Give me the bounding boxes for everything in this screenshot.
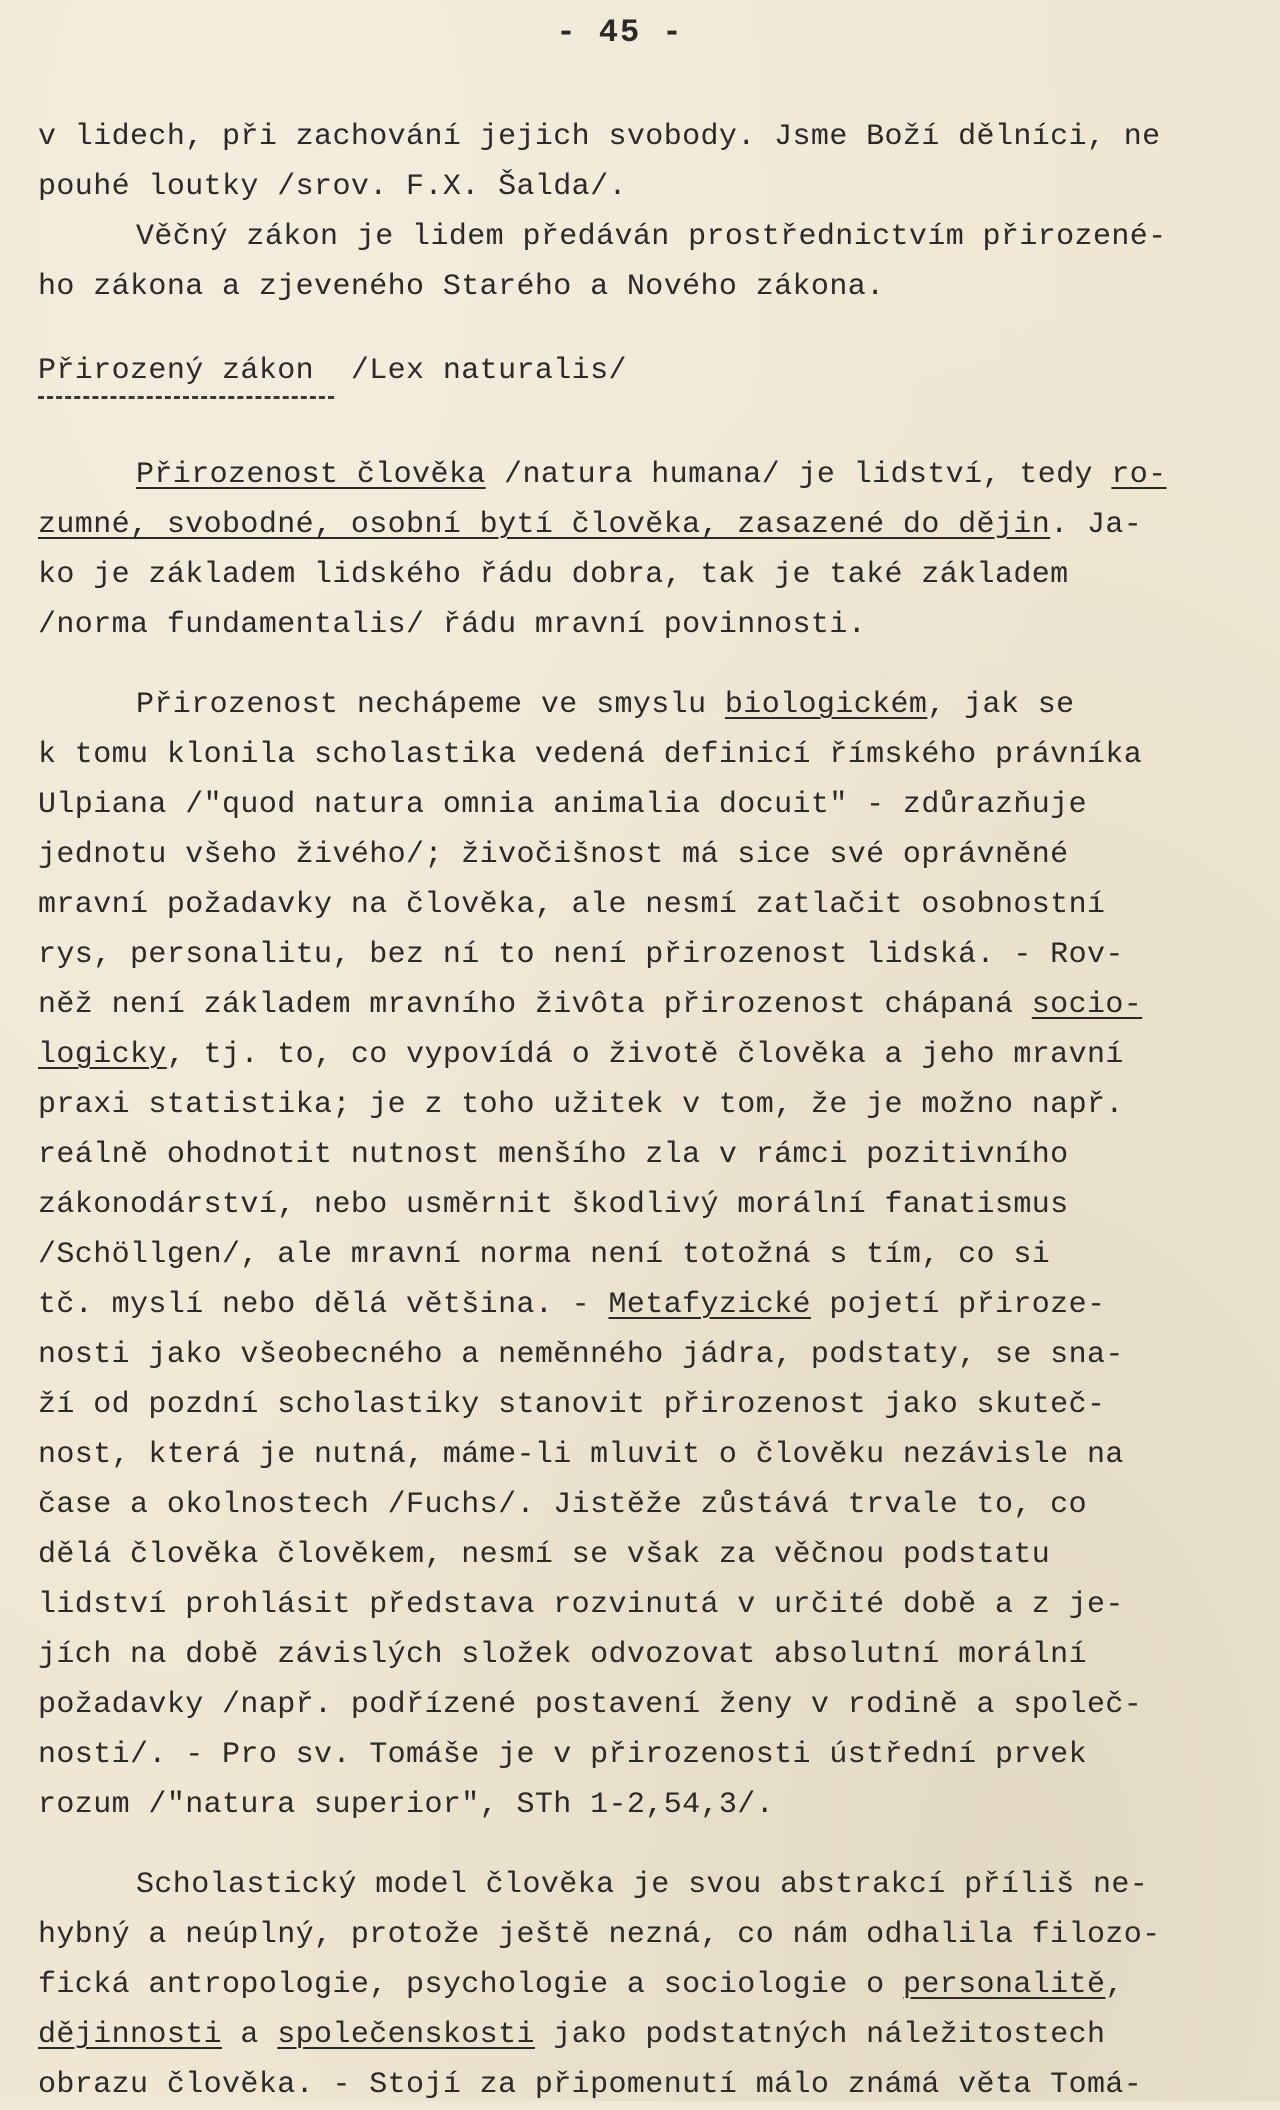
text-line: ho zákona a zjeveného Starého a Nového zákona. — [38, 270, 885, 304]
text-line: něž není základem mravního živôta přirozenost chápaná socio- — [38, 988, 1143, 1022]
underlined-term: biologickém — [724, 688, 928, 722]
paragraph-gap — [38, 312, 1258, 346]
text-line: mravní požadavky na člověka, ale nesmí zatlačit osobnostní — [38, 888, 1106, 922]
underlined-term: společenskosti — [277, 2018, 535, 2052]
underlined-term: Přirozenost člověka — [136, 458, 486, 492]
text-line: /Schöllgen/, ale mravní norma není totožná s tím, co si — [38, 1238, 1051, 1272]
text-line: nosti/. - Pro sv. Tomáše je v přirozenosti ústřední prvek — [38, 1738, 1087, 1772]
text-line: praxi statistika; je z toho užitek v tom, že je možno např. — [38, 1088, 1124, 1122]
paragraph-gap — [38, 1830, 1258, 1860]
text-line: obrazu člověka. - Stojí za připomenutí málo známá věta Tomá- — [38, 2068, 1143, 2102]
text-line: hybný a neúplný, protože ještě nezná, co nám odhalila filozo- — [38, 1918, 1161, 1952]
heading-underline — [38, 396, 1258, 416]
text-line: zumné, svobodné, osobní bytí člověka, zasazené do dějin. Ja- — [38, 508, 1143, 542]
text-line: čase a okolnostech /Fuchs/. Jistěže zůstává trvale to, co — [38, 1488, 1087, 1522]
text-line: k tomu klonila scholastika vedená definicí římského právníka — [38, 738, 1143, 772]
text-line: reálně ohodnotit nutnost menšího zla v rámci pozitivního — [38, 1138, 1069, 1172]
underlined-term: socio- — [1031, 988, 1143, 1022]
text-line: tč. myslí nebo dělá většina. - Metafyzické pojetí přiroze- — [38, 1288, 1106, 1322]
text-line: pouhé loutky /srov. F.X. Šalda/. — [38, 170, 627, 204]
text-line: dělá člověka člověkem, nesmí se však za věčnou podstatu — [38, 1538, 1051, 1572]
text-line: rys, personalitu, bez ní to není přirozenost lidská. - Rov- — [38, 938, 1124, 972]
text-line: Věčný zákon je lidem předáván prostřednictvím přirozené- — [136, 220, 1167, 254]
text-line: Scholastický model člověka je svou abstrakcí příliš ne- — [136, 1868, 1149, 1902]
text-line: v lidech, při zachování jejich svobody. Jsme Boží dělníci, ne — [38, 120, 1161, 154]
underlined-term: zumné, svobodné, osobní bytí člověka, zasazené do dějin — [38, 508, 1051, 542]
text-line: nost, která je nutná, máme-li mluvit o člověku nezávisle na — [38, 1438, 1124, 1472]
underlined-term: Metafyzické — [608, 1288, 811, 1322]
text-line: nosti jako všeobecného a neměnného jádra, podstaty, se sna- — [38, 1338, 1124, 1372]
underlined-term: dějinnosti — [38, 2018, 223, 2052]
paragraph-gap — [38, 650, 1258, 680]
text-line: rozum /"natura superior", STh 1-2,54,3/. — [38, 1788, 775, 1822]
underlined-term: personalitě — [902, 1968, 1106, 2002]
text-line: jednotu všeho živého/; živočišnost má sice své oprávněné — [38, 838, 1069, 872]
text-line: Ulpiana /"quod natura omnia animalia docuit" - zdůrazňuje — [38, 788, 1087, 822]
text-line: ko je základem lidského řádu dobra, tak je také základem — [38, 558, 1069, 592]
text-line: logicky, tj. to, co vypovídá o životě člověka a jeho mravní — [38, 1038, 1124, 1072]
text-line: jích na době závislých složek odvozovat absolutní morální — [38, 1638, 1087, 1672]
paragraph-gap — [38, 416, 1258, 450]
text-line: lidství prohlásit představa rozvinutá v určité době a z je- — [38, 1588, 1124, 1622]
text-line: zákonodárství, nebo usměrnit škodlivý morální fanatismus — [38, 1188, 1069, 1222]
document-body — [38, 112, 1258, 2110]
text-line: /norma fundamentalis/ řádu mravní povinnosti. — [38, 608, 867, 642]
underlined-term: logicky — [38, 1038, 167, 1072]
page-number: - 45 - — [556, 14, 684, 51]
text-line: Přirozenost člověka /natura humana/ je lidství, tedy ro- — [136, 458, 1167, 492]
text-line: fická antropologie, psychologie a sociologie o personalitě, — [38, 1968, 1124, 2002]
text-line: požadavky /např. podřízené postavení ženy v rodině a společ- — [38, 1688, 1143, 1722]
text-line: dějinnosti a společenskosti jako podstatných náležitostech — [38, 2018, 1106, 2052]
section-heading: Přirozený zákon /Lex naturalis/ — [38, 354, 627, 388]
text-line: Přirozenost nechápeme ve smyslu biologickém, jak se — [136, 688, 1075, 722]
text-line: ží od pozdní scholastiky stanovit přirozenost jako skuteč- — [38, 1388, 1106, 1422]
